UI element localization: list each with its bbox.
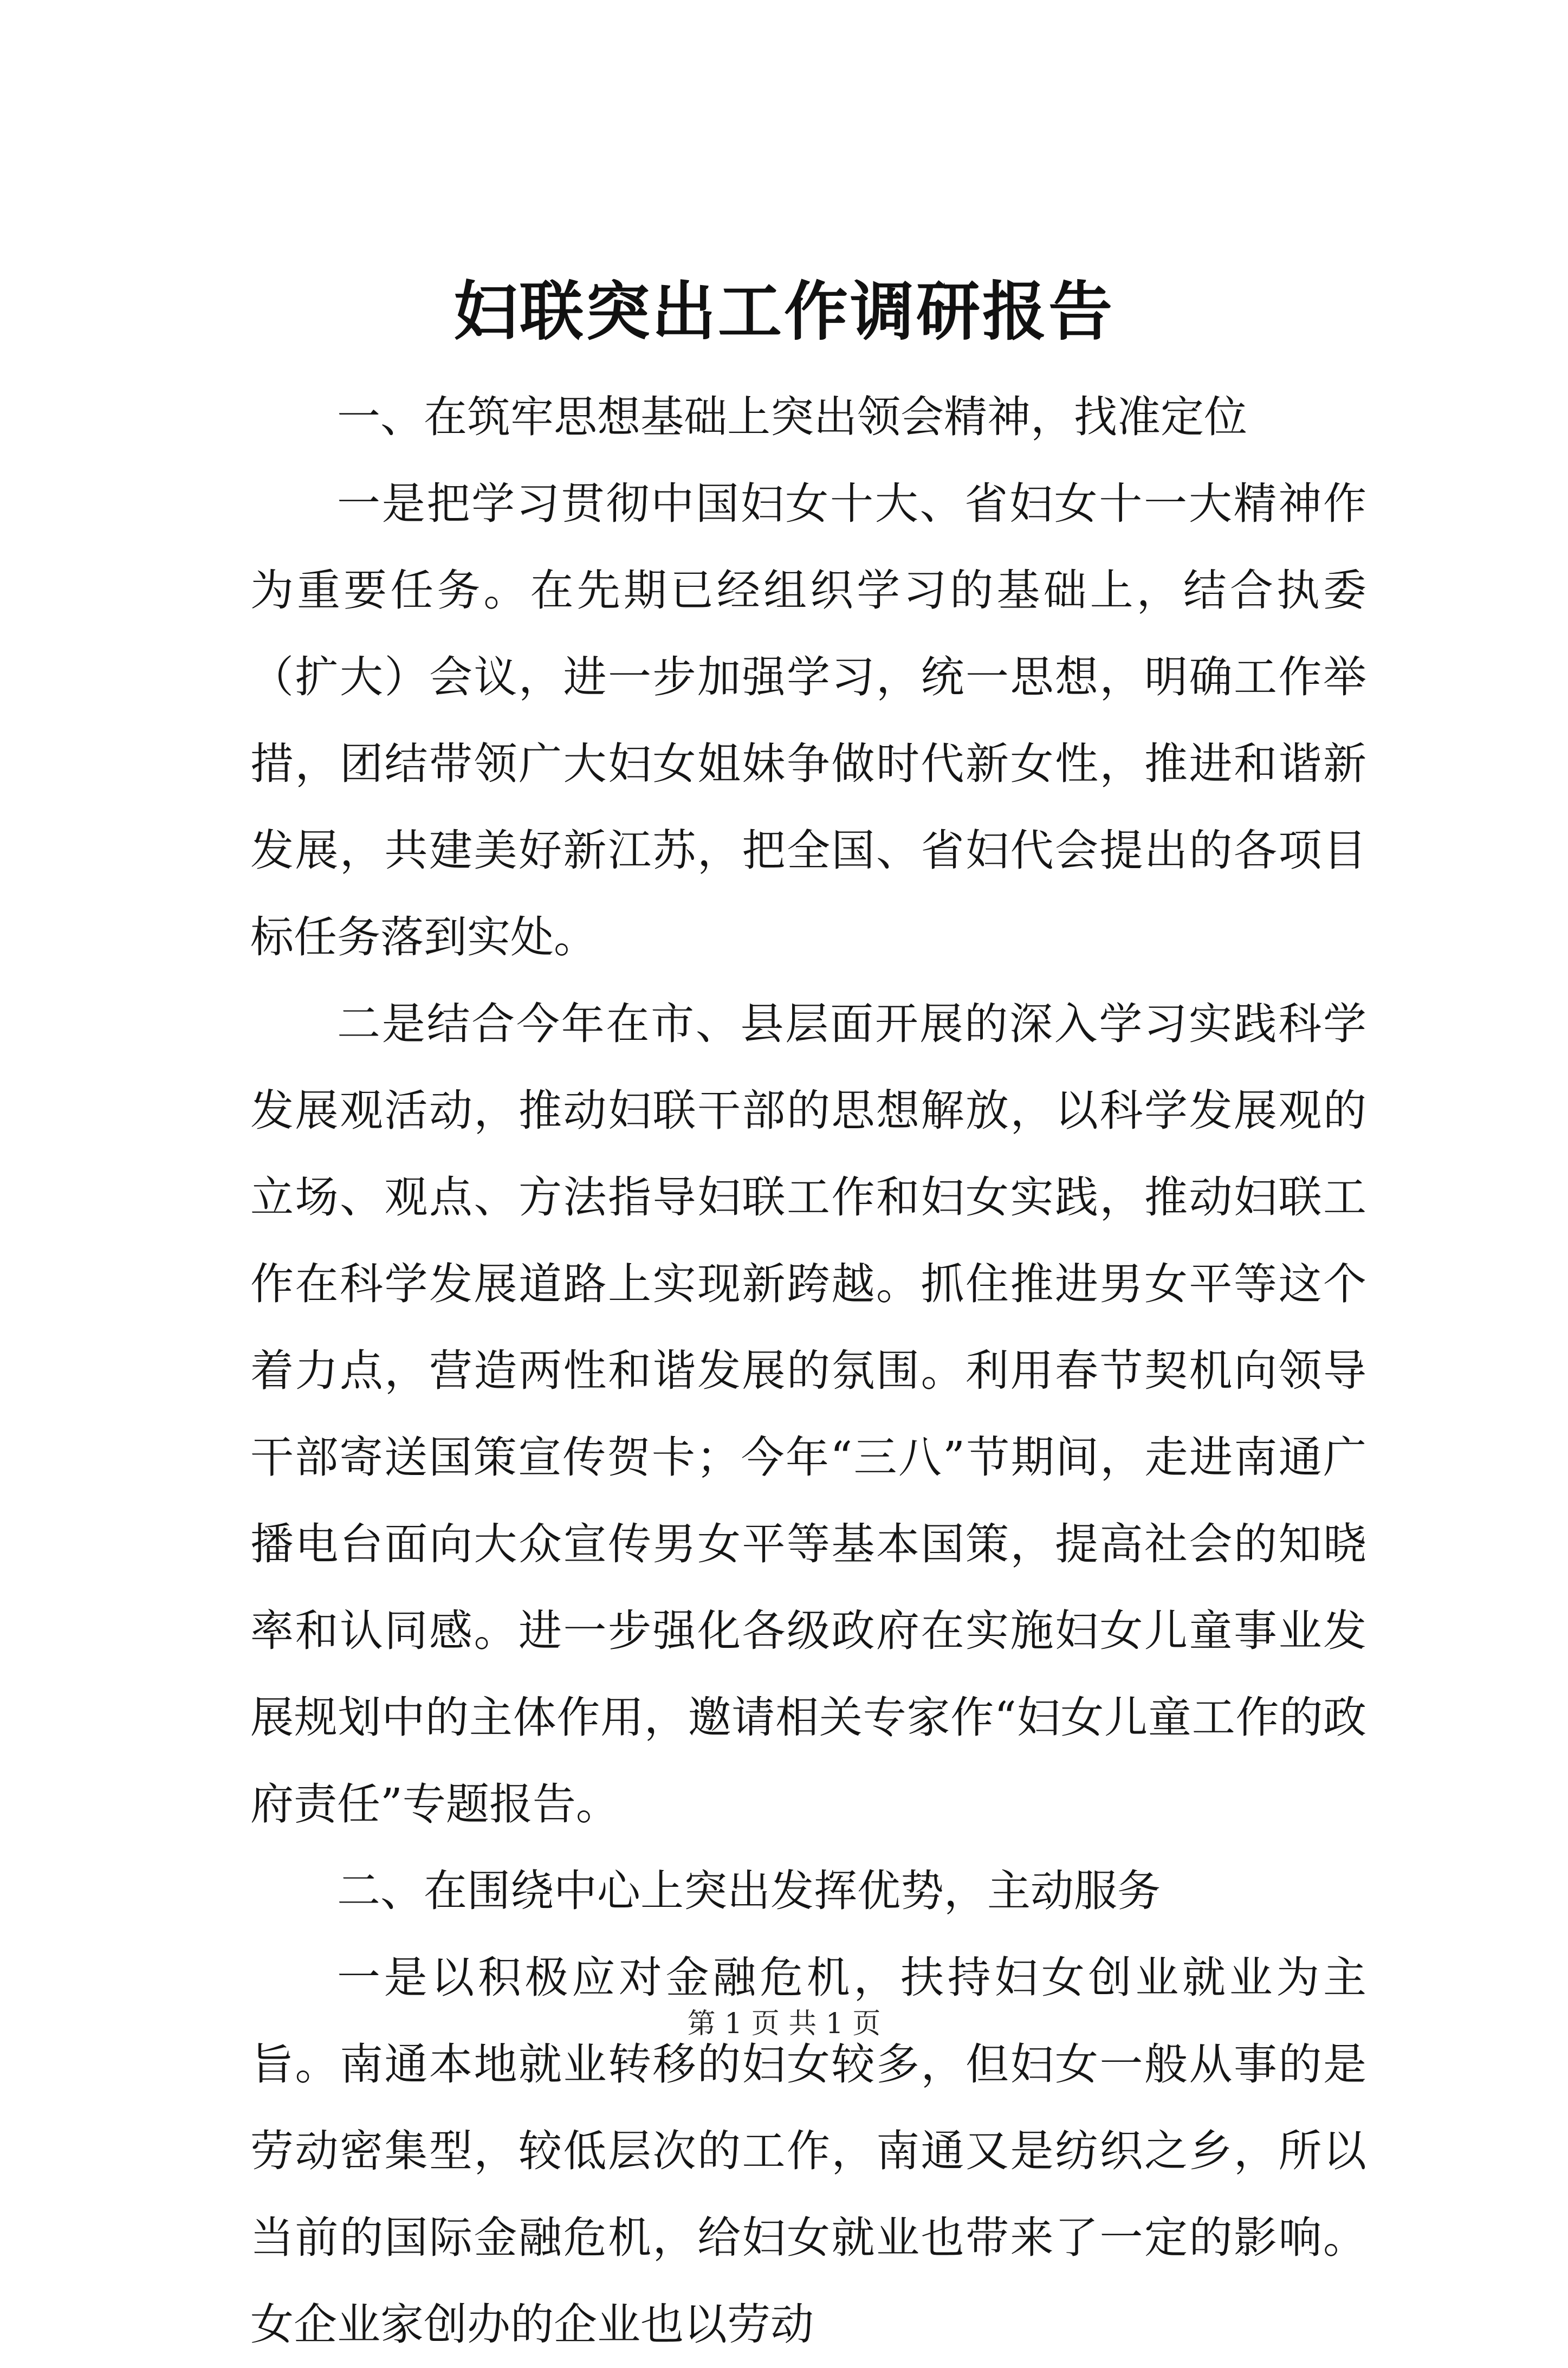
paragraph: 一是以积极应对金融危机，扶持妇女创业就业为主旨。南通本地就业转移的妇女较多，但妇女一般从事的是劳动密集型，较低层次的工作，南通又是纺织之乡，所以当前的国际金融危机，给妇女就业也带来了一定的影响。女企业家创办的企业也以劳动	[250, 1952, 1366, 2350]
paragraph: 一是把学习贯彻中国妇女十大、省妇女十一大精神作为重要任务。在先期已经组织学习的基础上，结合执委（扩大）会议，进一步加强学习，统一思想，明确工作举措，团结带领广大妇女姐妹争做时代新女性，推进和谐新发展，共建美好新江苏，把全国、省妇代会提出的各项目标任务落到实处。	[250, 478, 1366, 962]
section-heading: 二、在围绕中心上突出发挥优势，主动服务	[337, 1866, 1161, 1916]
document-title: 妇联突出工作调研报告	[453, 274, 1115, 349]
document-body	[250, 374, 1366, 2368]
paragraph: 二是结合今年在市、县层面开展的深入学习实践科学发展观活动，推动妇联干部的思想解放，以科学发展观的立场、观点、方法指导妇联工作和妇女实践，推动妇联工作在科学发展道路上实现新跨越。抓住推进男女平等这个着力点，营造两性和谐发展的氛围。利用春节契机向领导干部寄送国策宣传贺卡；今年“三八”节期间，走进南通广播电台面向大众宣传男女平等基本国策，提高社会的知晓率和认同感。进一步强化各级政府在实施妇女儿童事业发展规划中的主体作用，邀请相关专家作“妇女儿童工作的政府责任”专题报告。	[250, 999, 1366, 1829]
section-heading: 一、在筑牢思想基础上突出领会精神，找准定位	[337, 392, 1247, 442]
page-number-label: 第 1 页 共 1 页	[687, 2008, 881, 2040]
page-footer	[0, 2005, 1568, 2043]
